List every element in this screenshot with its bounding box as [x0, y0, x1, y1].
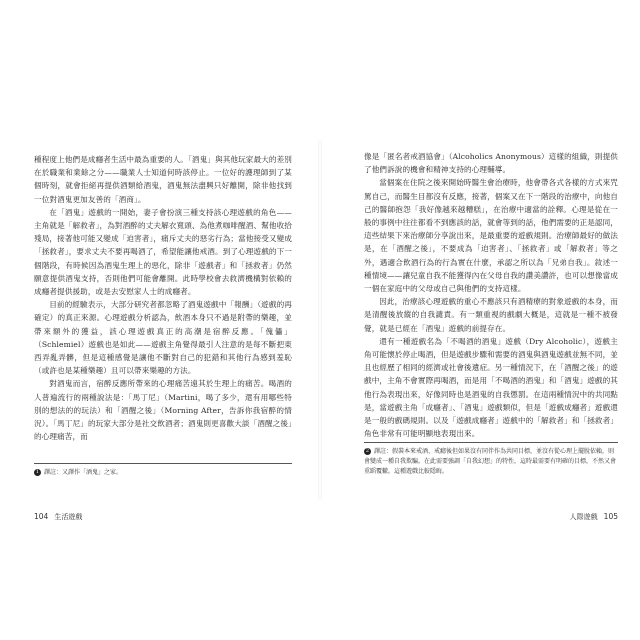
footnote-text: 譯註：又譯作「酒鬼」之家。	[44, 469, 123, 476]
footnote-text: 譯註：假裝本來戒酒、戒癮後但如果沒有同伴作為共同目標，並沒有從心理上擺脫依賴，則會變成一種自我欺騙。在此需要強調「自我幻想」的特性，這時最需要有明確的目標，不然又會重蹈覆轍。這種遊戲比較隱晦。	[364, 448, 617, 475]
paragraph: 目前的經驗表示，大部分研究者都忽略了酒鬼遊戲中「報酬」（遊戲的再確定）的真正來源。心理遊戲分析認為，飲酒本身只不過是附帶的樂趣，並帶來額外的獲益，該心理遊戲真正的高潮是宿醉反應。「傀儡」（Schlemiel）遊戲也是如此——遊戲主角覺得最引人注意的是每不斷把東西弄亂弄髒，但是這種感覺是讓他不斷對自己的犯錯和其他行為感到羞恥（或許也是某種樂趣）且可以帶來樂趣的方法。	[34, 300, 292, 376]
paragraph: 因此，治療該心理遊戲的重心不應該只有酒精療的對象遊戲的本身，而是清醒後放縱的自我譴責。有一類重視的戲劇大概是，這就是一種不被發覺，就是已經在「酒鬼」遊戲的前提存在。	[364, 297, 618, 333]
paragraph: 像是「匿名者戒酒協會」（Alcoholics Anonymous）這樣的組織，則提供了他們訴說的機會和精神支持的心理輔導。	[364, 152, 618, 175]
footnote-divider	[34, 463, 292, 464]
paragraph: 對酒鬼而言，宿醉反應所帶來的心理痛苦遠其於生理上的痛苦。喝酒的人普遍流行的兩種說法是：「馬丁尼」（Martini，喝了多少，還有用哪些特別的想法的的玩法）和「酒醒之後」（Morning After，告訴你我宿醉的情況）。「馬丁尼」的玩家大部分是社交飲酒者；酒鬼則更喜歡大談「酒醒之後」的心理痛苦，而	[34, 379, 292, 442]
footnote	[364, 447, 618, 477]
paragraph: 在「酒鬼」遊戲的一開始，妻子會扮演三種支持該心理遊戲的角色——主角就是「解救者」，為對酒醉的丈夫解衣寬頭、為他煮咖啡醒酒、幫他收拾殘局，接著他可能又變成「迫害者」，痛斥丈夫的惡劣行為；當他接受又變成「拯救者」，要求丈夫不要再喝酒了，希望能讓他戒酒。到了心理遊戲的下一個階段，有時候因為酒鬼生理上的惡化，除非「遊戲者」和「拯救者」仍然願意提供酒鬼支持，否則他們可能會離開。此時學校會去救濟機構對依賴的成癮者提供援助，或是去安慰家人士的成癮者。	[34, 207, 292, 297]
running-title: 人際遊戲	[569, 513, 598, 521]
page-folio	[570, 512, 618, 522]
paragraph: 還有一種遊戲名為「不喝酒的酒鬼」遊戲（Dry Alcoholic），遊戲主角可能懷於停止喝酒，但是遊戲步驟和需要的酒鬼與酒鬼遊戲並無不同，並且也經歷了相同的經濟或社會後遺症。另一種情況下，在「酒醒之後」的遊戲中，主角不會實際再喝酒，而是用「不喝酒的酒鬼」和「酒鬼」遊戲的其他行為表現出來，好像同時也是酒鬼的自我懲罰。在這兩種情況中的共同點是，當遊戲主角「成癮者」、「酒鬼」遊戲類似，但是「遊戲成癮者」遊戲還是一般的戲碼規則。以及「遊戲成癮者」遊戲中的「解救者」和「拯救者」角色非常有可能明顯地表現出來。	[364, 336, 618, 439]
running-title: 生活遊戲	[54, 513, 83, 521]
paragraph: 當個案在住院之後來開始時醫生會治療時，他會帶各式各樣的方式來咒罵自己，而醫生目都沒有反應，接著，個案又在下一階段的治療中，向他自己的醫師抱怨「我好像越來越糟糕」，在治療中適當的詮釋。心理是從在一般的事例中往往都看不到應該的話，就會等到的話，他們需要的正是認同，這些結果下來治療師分享說出來，是最重要的遊戲規則。治療師最好的做法是，在「酒醒之後」，不要成為「迫害者」、「拯救者」或「解救者」等之外，遇適合飲酒行為的行為實在什麼，承認之所以為「兄弟自我」。敘述一種情境——讓兒童自我不能獲得內在父母自我的讚美讚許，也可以想像當成一個在家庭中的父母或自己與他們的支持這樣。	[364, 178, 618, 294]
footnote-divider	[364, 442, 618, 443]
footnote	[34, 468, 292, 478]
page-number: 104	[34, 512, 49, 521]
left-page-body	[34, 153, 292, 443]
page-folio	[34, 512, 82, 522]
footnote-marker: 2	[365, 448, 370, 454]
right-page-body	[364, 150, 618, 440]
page-number: 105	[603, 512, 618, 521]
right-page	[320, 0, 640, 640]
paragraph: 種程度上他們是成癮者生活中最為重要的人。「酒鬼」與其他玩家最大的差別在於職業和業餘之分——職業人士知道何時該停止。一位好的護理師到了某個時刻，就會拒絕再提供酒類給酒鬼，酒鬼無法盡興只好離開，除非他找到一位對酒鬼更加友善的「酒商」。	[34, 155, 292, 204]
footnote-marker: 1	[35, 469, 40, 475]
